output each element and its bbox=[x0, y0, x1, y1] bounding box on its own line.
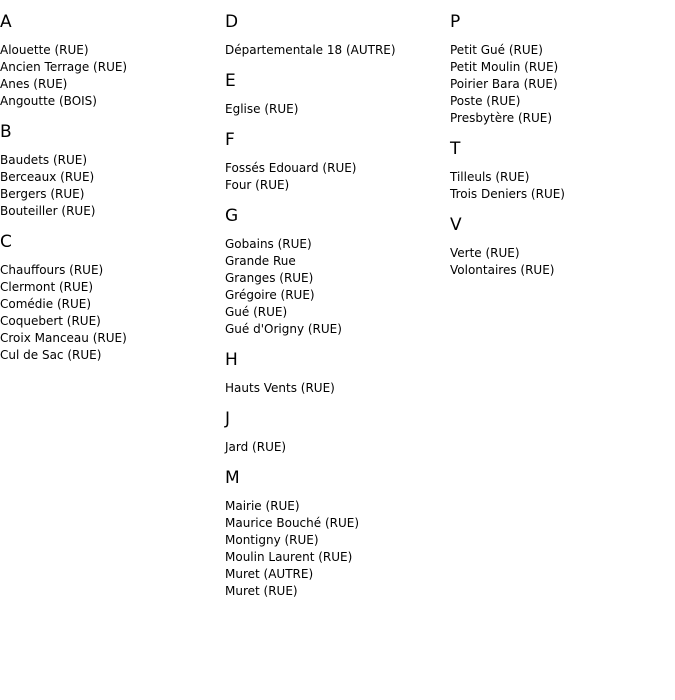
street-link[interactable]: Poste (RUE) bbox=[450, 94, 521, 108]
letter-group-b bbox=[0, 122, 225, 220]
letter-heading: V bbox=[450, 215, 462, 235]
street-link[interactable]: Alouette (RUE) bbox=[0, 43, 89, 57]
letter-group-e bbox=[225, 71, 450, 118]
street-link[interactable]: Trois Deniers (RUE) bbox=[450, 187, 565, 201]
street-link[interactable]: Four (RUE) bbox=[225, 178, 290, 192]
street-link[interactable]: Grégoire (RUE) bbox=[225, 288, 315, 302]
street-link[interactable]: Volontaires (RUE) bbox=[450, 263, 555, 277]
index-column-2 bbox=[225, 12, 450, 612]
letter-group-v bbox=[450, 215, 675, 279]
street-link[interactable]: Anes (RUE) bbox=[0, 77, 68, 91]
letter-group-p bbox=[450, 12, 675, 127]
street-link[interactable]: Muret (AUTRE) bbox=[225, 567, 314, 581]
street-list bbox=[0, 152, 225, 220]
street-list bbox=[225, 439, 450, 456]
street-list bbox=[225, 380, 450, 397]
letter-group-h bbox=[225, 350, 450, 397]
street-list bbox=[225, 236, 450, 338]
street-link[interactable]: Muret (RUE) bbox=[225, 584, 298, 598]
letter-heading: G bbox=[225, 206, 239, 226]
street-link[interactable]: Chauffours (RUE) bbox=[0, 263, 104, 277]
street-link[interactable]: Eglise (RUE) bbox=[225, 102, 299, 116]
street-link[interactable]: Ancien Terrage (RUE) bbox=[0, 60, 128, 74]
letter-group-c bbox=[0, 232, 225, 364]
letter-heading: P bbox=[450, 12, 461, 32]
letter-heading: J bbox=[225, 409, 231, 429]
letter-heading: E bbox=[225, 71, 236, 91]
street-link[interactable]: Verte (RUE) bbox=[450, 246, 520, 260]
street-list bbox=[450, 169, 675, 203]
street-link[interactable]: Moulin Laurent (RUE) bbox=[225, 550, 353, 564]
street-list bbox=[450, 42, 675, 127]
street-link[interactable]: Coquebert (RUE) bbox=[0, 314, 101, 328]
street-link[interactable]: Hauts Vents (RUE) bbox=[225, 381, 335, 395]
street-link[interactable]: Gué d'Origny (RUE) bbox=[225, 322, 342, 336]
street-link[interactable]: Tilleuls (RUE) bbox=[450, 170, 530, 184]
index-column-3 bbox=[450, 12, 675, 291]
letter-heading: D bbox=[225, 12, 239, 32]
letter-group-a bbox=[0, 12, 225, 110]
street-list bbox=[225, 42, 450, 59]
street-list bbox=[225, 160, 450, 194]
street-list bbox=[450, 245, 675, 279]
letter-heading: F bbox=[225, 130, 235, 150]
street-link[interactable]: Baudets (RUE) bbox=[0, 153, 88, 167]
street-link[interactable]: Berceaux (RUE) bbox=[0, 170, 95, 184]
street-list bbox=[225, 101, 450, 118]
letter-group-d bbox=[225, 12, 450, 59]
street-link[interactable]: Cul de Sac (RUE) bbox=[0, 348, 102, 362]
street-link[interactable]: Gobains (RUE) bbox=[225, 237, 312, 251]
street-link[interactable]: Jard (RUE) bbox=[225, 440, 287, 454]
street-link[interactable]: Grande Rue bbox=[225, 254, 296, 268]
street-link[interactable]: Petit Gué (RUE) bbox=[450, 43, 543, 57]
street-link[interactable]: Mairie (RUE) bbox=[225, 499, 300, 513]
street-link[interactable]: Fossés Edouard (RUE) bbox=[225, 161, 357, 175]
letter-heading: T bbox=[450, 139, 461, 159]
street-list bbox=[0, 42, 225, 110]
letter-group-t bbox=[450, 139, 675, 203]
street-link[interactable]: Bouteiller (RUE) bbox=[0, 204, 96, 218]
letter-heading: B bbox=[0, 122, 12, 142]
street-link[interactable]: Croix Manceau (RUE) bbox=[0, 331, 127, 345]
street-link[interactable]: Maurice Bouché (RUE) bbox=[225, 516, 360, 530]
letter-group-j bbox=[225, 409, 450, 456]
letter-heading: A bbox=[0, 12, 12, 32]
letter-heading: C bbox=[0, 232, 12, 252]
index-column-1 bbox=[0, 12, 225, 376]
street-link[interactable]: Clermont (RUE) bbox=[0, 280, 94, 294]
letter-group-g bbox=[225, 206, 450, 338]
street-link[interactable]: Comédie (RUE) bbox=[0, 297, 92, 311]
street-link[interactable]: Angoutte (BOIS) bbox=[0, 94, 97, 108]
letter-heading: H bbox=[225, 350, 238, 370]
street-link[interactable]: Gué (RUE) bbox=[225, 305, 288, 319]
street-list bbox=[225, 498, 450, 600]
street-link[interactable]: Granges (RUE) bbox=[225, 271, 314, 285]
street-link[interactable]: Petit Moulin (RUE) bbox=[450, 60, 559, 74]
street-link[interactable]: Presbytère (RUE) bbox=[450, 111, 553, 125]
street-link[interactable]: Départementale 18 (AUTRE) bbox=[225, 43, 396, 57]
letter-group-f bbox=[225, 130, 450, 194]
street-link[interactable]: Poirier Bara (RUE) bbox=[450, 77, 558, 91]
street-link[interactable]: Bergers (RUE) bbox=[0, 187, 85, 201]
street-list bbox=[0, 262, 225, 364]
letter-heading: M bbox=[225, 468, 240, 488]
street-link[interactable]: Montigny (RUE) bbox=[225, 533, 319, 547]
letter-group-m bbox=[225, 468, 450, 600]
